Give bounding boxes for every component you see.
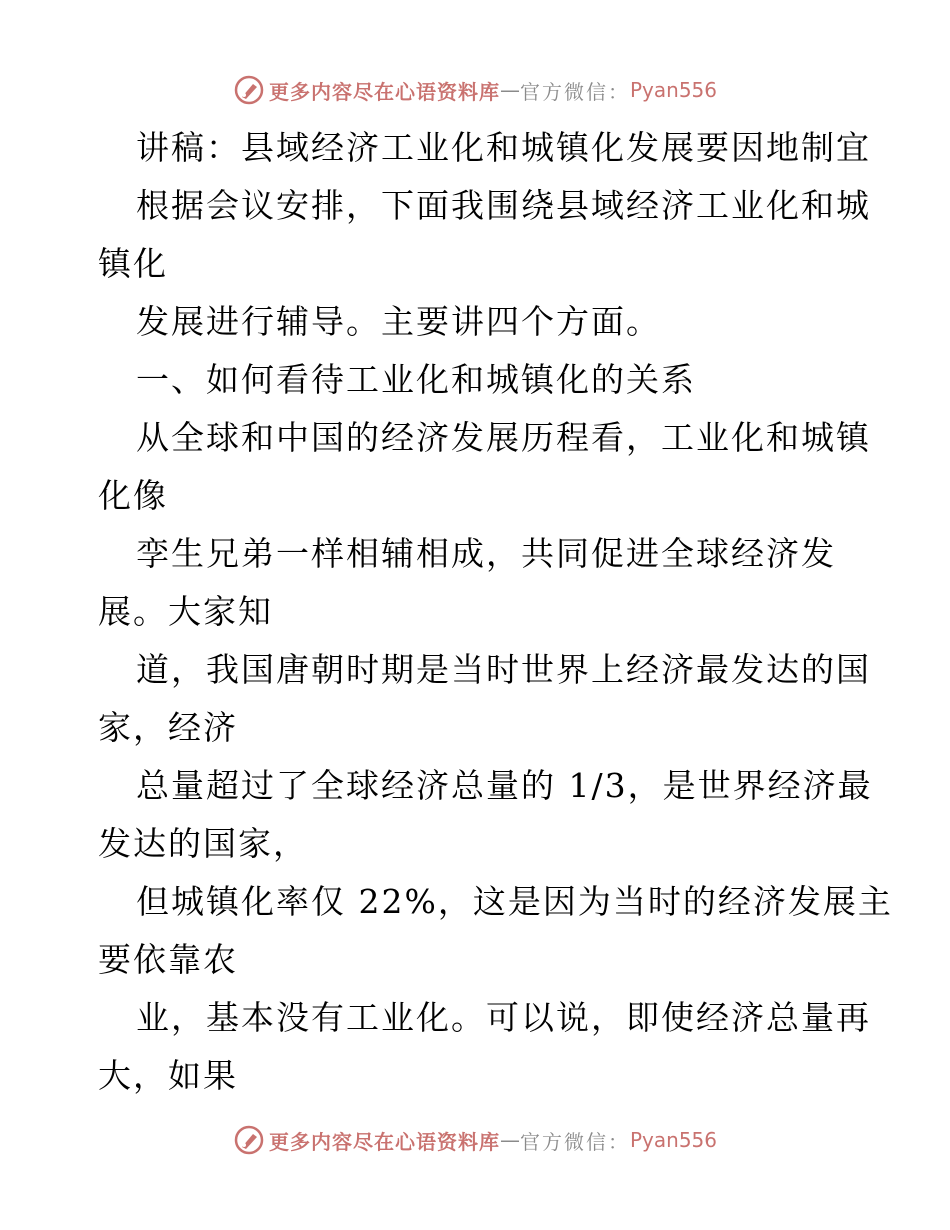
paragraph-line: 发达的国家， [98, 824, 308, 863]
header-watermark [0, 70, 950, 110]
watermark-dash: — [499, 1128, 520, 1152]
paragraph-line: 发展进行辅导。主要讲四个方面。 [136, 302, 661, 341]
paragraph-line: 业，基本没有工业化。可以说，即使经济总量再 [136, 998, 871, 1037]
section-heading: 一、如何看待工业化和城镇化的关系 [136, 360, 696, 399]
paragraph-line: 大，如果 [98, 1056, 238, 1095]
document-title: 讲稿：县域经济工业化和城镇化发展要因地制宜 [136, 128, 871, 167]
pen-seal-icon [233, 1124, 265, 1156]
watermark-wechat-id: Pyan556 [629, 78, 717, 102]
paragraph-line: 根据会议安排，下面我围绕县域经济工业化和城 [136, 186, 871, 225]
paragraph-line: 总量超过了全球经济总量的 1/3，是世界经济最 [136, 766, 873, 805]
paragraph-line: 道，我国唐朝时期是当时世界上经济最发达的国 [136, 650, 871, 689]
footer-watermark [0, 1120, 950, 1160]
paragraph-line: 镇化 [98, 244, 168, 283]
pen-seal-icon [233, 74, 265, 106]
paragraph-line: 家，经济 [98, 708, 238, 747]
watermark-wechat-label: 官方微信： [519, 1129, 630, 1154]
paragraph-line: 化像 [98, 476, 168, 515]
watermark-main-text: 更多内容尽在心语资料库 [268, 79, 500, 104]
paragraph-line: 从全球和中国的经济发展历程看，工业化和城镇 [136, 418, 871, 457]
watermark-dash: — [499, 78, 520, 102]
watermark-main-text: 更多内容尽在心语资料库 [268, 1129, 500, 1154]
paragraph-line: 展。大家知 [98, 592, 273, 631]
paragraph-line: 但城镇化率仅 22%，这是因为当时的经济发展主 [136, 882, 893, 921]
watermark-wechat-id: Pyan556 [629, 1128, 717, 1152]
watermark-wechat-label: 官方微信： [519, 79, 630, 104]
paragraph-line: 孪生兄弟一样相辅相成，共同促进全球经济发 [136, 534, 836, 573]
paragraph-line: 要依靠农 [98, 940, 238, 979]
